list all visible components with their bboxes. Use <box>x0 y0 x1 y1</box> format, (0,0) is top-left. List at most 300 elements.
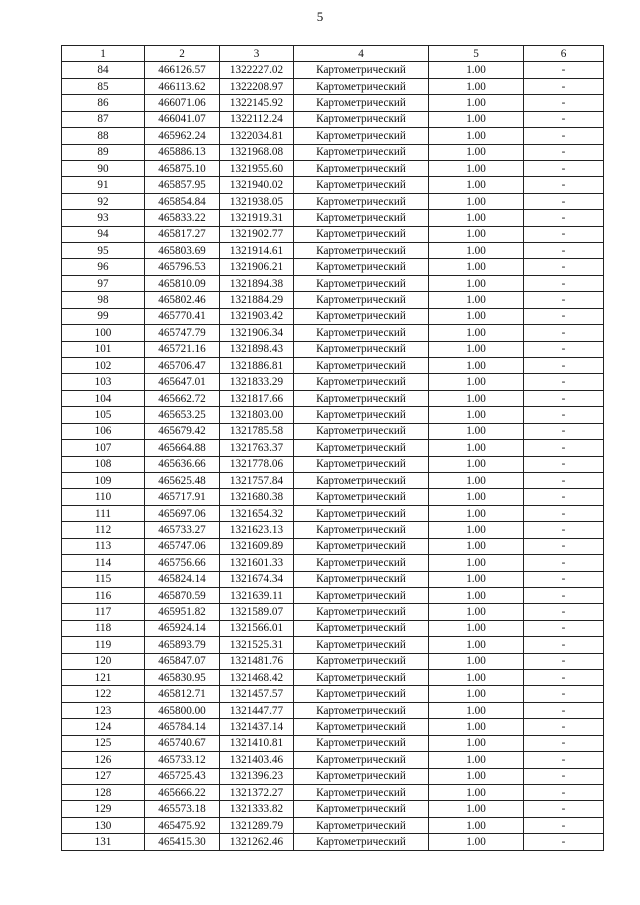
table-row <box>62 374 604 390</box>
point-number-cell: 85 <box>62 78 145 94</box>
y-coordinate-cell: 1321884.29 <box>220 292 294 308</box>
x-coordinate-cell: 465733.12 <box>145 752 220 768</box>
note-cell: - <box>524 341 604 357</box>
point-number-cell: 114 <box>62 555 145 571</box>
table-row <box>62 390 604 406</box>
accuracy-cell: 1.00 <box>429 226 524 242</box>
y-coordinate-cell: 1321674.34 <box>220 571 294 587</box>
note-cell: - <box>524 653 604 669</box>
point-number-cell: 116 <box>62 587 145 603</box>
x-coordinate-cell: 466071.06 <box>145 95 220 111</box>
note-cell: - <box>524 210 604 226</box>
y-coordinate-cell: 1321468.42 <box>220 670 294 686</box>
method-cell: Картометрический <box>294 358 429 374</box>
method-cell: Картометрический <box>294 308 429 324</box>
method-cell: Картометрический <box>294 177 429 193</box>
x-coordinate-cell: 465653.25 <box>145 407 220 423</box>
page-number: 5 <box>316 9 324 24</box>
y-coordinate-cell: 1321437.14 <box>220 719 294 735</box>
note-cell: - <box>524 308 604 324</box>
table-row <box>62 768 604 784</box>
accuracy-cell: 1.00 <box>429 456 524 472</box>
note-cell: - <box>524 735 604 751</box>
point-number-cell: 126 <box>62 752 145 768</box>
note-cell: - <box>524 62 604 78</box>
x-coordinate-cell: 466041.07 <box>145 111 220 127</box>
y-coordinate-cell: 1321403.46 <box>220 752 294 768</box>
x-coordinate-cell: 465784.14 <box>145 719 220 735</box>
y-coordinate-cell: 1321914.61 <box>220 243 294 259</box>
method-cell: Картометрический <box>294 784 429 800</box>
table-row <box>62 259 604 275</box>
x-coordinate-cell: 465733.27 <box>145 522 220 538</box>
table-row <box>62 325 604 341</box>
method-cell: Картометрический <box>294 390 429 406</box>
column-header-2: 2 <box>145 46 220 62</box>
table-row <box>62 472 604 488</box>
point-number-cell: 109 <box>62 472 145 488</box>
note-cell: - <box>524 160 604 176</box>
table-row <box>62 440 604 456</box>
method-cell: Картометрический <box>294 719 429 735</box>
note-cell: - <box>524 505 604 521</box>
x-coordinate-cell: 465886.13 <box>145 144 220 160</box>
point-number-cell: 121 <box>62 670 145 686</box>
point-number-cell: 97 <box>62 275 145 291</box>
point-number-cell: 127 <box>62 768 145 784</box>
method-cell: Картометрический <box>294 111 429 127</box>
table-row <box>62 111 604 127</box>
point-number-cell: 104 <box>62 390 145 406</box>
method-cell: Картометрический <box>294 341 429 357</box>
method-cell: Картометрический <box>294 587 429 603</box>
point-number-cell: 125 <box>62 735 145 751</box>
note-cell: - <box>524 702 604 718</box>
y-coordinate-cell: 1321898.43 <box>220 341 294 357</box>
point-number-cell: 117 <box>62 604 145 620</box>
point-number-cell: 89 <box>62 144 145 160</box>
accuracy-cell: 1.00 <box>429 243 524 259</box>
table-row <box>62 358 604 374</box>
note-cell: - <box>524 637 604 653</box>
y-coordinate-cell: 1321410.81 <box>220 735 294 751</box>
y-coordinate-cell: 1321525.31 <box>220 637 294 653</box>
y-coordinate-cell: 1321938.05 <box>220 193 294 209</box>
accuracy-cell: 1.00 <box>429 259 524 275</box>
y-coordinate-cell: 1321601.33 <box>220 555 294 571</box>
accuracy-cell: 1.00 <box>429 95 524 111</box>
table-row <box>62 243 604 259</box>
note-cell: - <box>524 440 604 456</box>
y-coordinate-cell: 1321566.01 <box>220 620 294 636</box>
x-coordinate-cell: 465951.82 <box>145 604 220 620</box>
note-cell: - <box>524 374 604 390</box>
y-coordinate-cell: 1321589.07 <box>220 604 294 620</box>
x-coordinate-cell: 465415.30 <box>145 834 220 850</box>
table-row <box>62 177 604 193</box>
note-cell: - <box>524 259 604 275</box>
y-coordinate-cell: 1321833.29 <box>220 374 294 390</box>
table-row <box>62 719 604 735</box>
point-number-cell: 123 <box>62 702 145 718</box>
method-cell: Картометрический <box>294 768 429 784</box>
note-cell: - <box>524 670 604 686</box>
method-cell: Картометрический <box>294 670 429 686</box>
note-cell: - <box>524 275 604 291</box>
note-cell: - <box>524 472 604 488</box>
method-cell: Картометрический <box>294 702 429 718</box>
method-cell: Картометрический <box>294 505 429 521</box>
method-cell: Картометрический <box>294 407 429 423</box>
accuracy-cell: 1.00 <box>429 292 524 308</box>
accuracy-cell: 1.00 <box>429 78 524 94</box>
method-cell: Картометрический <box>294 637 429 653</box>
y-coordinate-cell: 1321785.58 <box>220 423 294 439</box>
accuracy-cell: 1.00 <box>429 505 524 521</box>
x-coordinate-cell: 465747.79 <box>145 325 220 341</box>
y-coordinate-cell: 1321639.11 <box>220 587 294 603</box>
point-number-cell: 105 <box>62 407 145 423</box>
point-number-cell: 84 <box>62 62 145 78</box>
table-row <box>62 735 604 751</box>
note-cell: - <box>524 620 604 636</box>
method-cell: Картометрический <box>294 243 429 259</box>
table-row <box>62 226 604 242</box>
method-cell: Картометрический <box>294 571 429 587</box>
accuracy-cell: 1.00 <box>429 308 524 324</box>
x-coordinate-cell: 465817.27 <box>145 226 220 242</box>
x-coordinate-cell: 465893.79 <box>145 637 220 653</box>
point-number-cell: 98 <box>62 292 145 308</box>
point-number-cell: 128 <box>62 784 145 800</box>
note-cell: - <box>524 390 604 406</box>
table-row <box>62 423 604 439</box>
x-coordinate-cell: 465647.01 <box>145 374 220 390</box>
method-cell: Картометрический <box>294 193 429 209</box>
method-cell: Картометрический <box>294 78 429 94</box>
method-cell: Картометрический <box>294 735 429 751</box>
table-row <box>62 62 604 78</box>
column-header-3: 3 <box>220 46 294 62</box>
note-cell: - <box>524 177 604 193</box>
accuracy-cell: 1.00 <box>429 637 524 653</box>
note-cell: - <box>524 95 604 111</box>
x-coordinate-cell: 465875.10 <box>145 160 220 176</box>
y-coordinate-cell: 1321902.77 <box>220 226 294 242</box>
point-number-cell: 115 <box>62 571 145 587</box>
method-cell: Картометрический <box>294 555 429 571</box>
method-cell: Картометрический <box>294 801 429 817</box>
point-number-cell: 131 <box>62 834 145 850</box>
accuracy-cell: 1.00 <box>429 768 524 784</box>
point-number-cell: 124 <box>62 719 145 735</box>
note-cell: - <box>524 817 604 833</box>
method-cell: Картометрический <box>294 325 429 341</box>
x-coordinate-cell: 465664.88 <box>145 440 220 456</box>
accuracy-cell: 1.00 <box>429 325 524 341</box>
method-cell: Картометрический <box>294 259 429 275</box>
x-coordinate-cell: 465812.71 <box>145 686 220 702</box>
x-coordinate-cell: 465662.72 <box>145 390 220 406</box>
accuracy-cell: 1.00 <box>429 358 524 374</box>
x-coordinate-cell: 465747.06 <box>145 538 220 554</box>
note-cell: - <box>524 407 604 423</box>
y-coordinate-cell: 1321447.77 <box>220 702 294 718</box>
y-coordinate-cell: 1321333.82 <box>220 801 294 817</box>
x-coordinate-cell: 465756.66 <box>145 555 220 571</box>
y-coordinate-cell: 1321262.46 <box>220 834 294 850</box>
table-row <box>62 308 604 324</box>
note-cell: - <box>524 226 604 242</box>
column-header-6: 6 <box>524 46 604 62</box>
table-row <box>62 128 604 144</box>
accuracy-cell: 1.00 <box>429 735 524 751</box>
accuracy-cell: 1.00 <box>429 620 524 636</box>
x-coordinate-cell: 465800.00 <box>145 702 220 718</box>
point-number-cell: 88 <box>62 128 145 144</box>
table-row <box>62 587 604 603</box>
x-coordinate-cell: 465830.95 <box>145 670 220 686</box>
note-cell: - <box>524 456 604 472</box>
accuracy-cell: 1.00 <box>429 407 524 423</box>
method-cell: Картометрический <box>294 604 429 620</box>
note-cell: - <box>524 243 604 259</box>
y-coordinate-cell: 1321289.79 <box>220 817 294 833</box>
point-number-cell: 93 <box>62 210 145 226</box>
x-coordinate-cell: 465770.41 <box>145 308 220 324</box>
table-row <box>62 522 604 538</box>
accuracy-cell: 1.00 <box>429 472 524 488</box>
accuracy-cell: 1.00 <box>429 128 524 144</box>
point-number-cell: 129 <box>62 801 145 817</box>
point-number-cell: 87 <box>62 111 145 127</box>
x-coordinate-cell: 465625.48 <box>145 472 220 488</box>
point-number-cell: 113 <box>62 538 145 554</box>
x-coordinate-cell: 465721.16 <box>145 341 220 357</box>
method-cell: Картометрический <box>294 62 429 78</box>
table-row <box>62 456 604 472</box>
accuracy-cell: 1.00 <box>429 686 524 702</box>
note-cell: - <box>524 719 604 735</box>
point-number-cell: 99 <box>62 308 145 324</box>
note-cell: - <box>524 78 604 94</box>
method-cell: Картометрический <box>294 160 429 176</box>
accuracy-cell: 1.00 <box>429 341 524 357</box>
accuracy-cell: 1.00 <box>429 702 524 718</box>
point-number-cell: 94 <box>62 226 145 242</box>
accuracy-cell: 1.00 <box>429 210 524 226</box>
note-cell: - <box>524 111 604 127</box>
point-number-cell: 103 <box>62 374 145 390</box>
table-row <box>62 275 604 291</box>
note-cell: - <box>524 752 604 768</box>
y-coordinate-cell: 1321778.06 <box>220 456 294 472</box>
x-coordinate-cell: 465475.92 <box>145 817 220 833</box>
y-coordinate-cell: 1321919.31 <box>220 210 294 226</box>
y-coordinate-cell: 1321372.27 <box>220 784 294 800</box>
y-coordinate-cell: 1321955.60 <box>220 160 294 176</box>
table-row <box>62 653 604 669</box>
method-cell: Картометрический <box>294 226 429 242</box>
method-cell: Картометрический <box>294 144 429 160</box>
table-row <box>62 95 604 111</box>
accuracy-cell: 1.00 <box>429 538 524 554</box>
note-cell: - <box>524 555 604 571</box>
y-coordinate-cell: 1321457.57 <box>220 686 294 702</box>
y-coordinate-cell: 1321654.32 <box>220 505 294 521</box>
table-header-row <box>62 46 604 62</box>
point-number-cell: 106 <box>62 423 145 439</box>
table-row <box>62 817 604 833</box>
y-coordinate-cell: 1322112.24 <box>220 111 294 127</box>
method-cell: Картометрический <box>294 834 429 850</box>
method-cell: Картометрический <box>294 128 429 144</box>
method-cell: Картометрический <box>294 456 429 472</box>
table-row <box>62 193 604 209</box>
y-coordinate-cell: 1321817.66 <box>220 390 294 406</box>
method-cell: Картометрический <box>294 489 429 505</box>
table-row <box>62 571 604 587</box>
accuracy-cell: 1.00 <box>429 160 524 176</box>
accuracy-cell: 1.00 <box>429 752 524 768</box>
column-header-5: 5 <box>429 46 524 62</box>
table-row <box>62 801 604 817</box>
method-cell: Картометрический <box>294 686 429 702</box>
y-coordinate-cell: 1321886.81 <box>220 358 294 374</box>
table-row <box>62 144 604 160</box>
x-coordinate-cell: 465740.67 <box>145 735 220 751</box>
accuracy-cell: 1.00 <box>429 817 524 833</box>
table-row <box>62 752 604 768</box>
y-coordinate-cell: 1322145.92 <box>220 95 294 111</box>
x-coordinate-cell: 465803.69 <box>145 243 220 259</box>
point-number-cell: 101 <box>62 341 145 357</box>
point-number-cell: 96 <box>62 259 145 275</box>
y-coordinate-cell: 1321894.38 <box>220 275 294 291</box>
method-cell: Картометрический <box>294 752 429 768</box>
table-row <box>62 555 604 571</box>
accuracy-cell: 1.00 <box>429 834 524 850</box>
point-number-cell: 91 <box>62 177 145 193</box>
point-number-cell: 130 <box>62 817 145 833</box>
table-body <box>62 62 604 850</box>
note-cell: - <box>524 768 604 784</box>
y-coordinate-cell: 1321763.37 <box>220 440 294 456</box>
point-number-cell: 108 <box>62 456 145 472</box>
point-number-cell: 95 <box>62 243 145 259</box>
x-coordinate-cell: 465717.91 <box>145 489 220 505</box>
column-header-1: 1 <box>62 46 145 62</box>
table-row <box>62 160 604 176</box>
y-coordinate-cell: 1321609.89 <box>220 538 294 554</box>
point-number-cell: 92 <box>62 193 145 209</box>
accuracy-cell: 1.00 <box>429 801 524 817</box>
table-row <box>62 505 604 521</box>
y-coordinate-cell: 1321757.84 <box>220 472 294 488</box>
point-number-cell: 100 <box>62 325 145 341</box>
note-cell: - <box>524 489 604 505</box>
note-cell: - <box>524 587 604 603</box>
note-cell: - <box>524 834 604 850</box>
y-coordinate-cell: 1322208.97 <box>220 78 294 94</box>
x-coordinate-cell: 465824.14 <box>145 571 220 587</box>
method-cell: Картометрический <box>294 522 429 538</box>
coordinates-table <box>61 45 604 851</box>
accuracy-cell: 1.00 <box>429 653 524 669</box>
method-cell: Картометрический <box>294 275 429 291</box>
note-cell: - <box>524 604 604 620</box>
x-coordinate-cell: 465847.07 <box>145 653 220 669</box>
note-cell: - <box>524 193 604 209</box>
note-cell: - <box>524 571 604 587</box>
point-number-cell: 90 <box>62 160 145 176</box>
y-coordinate-cell: 1321680.38 <box>220 489 294 505</box>
table-row <box>62 210 604 226</box>
accuracy-cell: 1.00 <box>429 784 524 800</box>
y-coordinate-cell: 1321903.42 <box>220 308 294 324</box>
y-coordinate-cell: 1321623.13 <box>220 522 294 538</box>
table-row <box>62 407 604 423</box>
note-cell: - <box>524 784 604 800</box>
x-coordinate-cell: 465962.24 <box>145 128 220 144</box>
table-row <box>62 686 604 702</box>
x-coordinate-cell: 465706.47 <box>145 358 220 374</box>
accuracy-cell: 1.00 <box>429 522 524 538</box>
y-coordinate-cell: 1322227.02 <box>220 62 294 78</box>
table-row <box>62 834 604 850</box>
accuracy-cell: 1.00 <box>429 390 524 406</box>
note-cell: - <box>524 128 604 144</box>
y-coordinate-cell: 1321940.02 <box>220 177 294 193</box>
method-cell: Картометрический <box>294 817 429 833</box>
accuracy-cell: 1.00 <box>429 275 524 291</box>
accuracy-cell: 1.00 <box>429 587 524 603</box>
note-cell: - <box>524 325 604 341</box>
table-row <box>62 784 604 800</box>
table-row <box>62 489 604 505</box>
table-row <box>62 604 604 620</box>
point-number-cell: 110 <box>62 489 145 505</box>
accuracy-cell: 1.00 <box>429 62 524 78</box>
note-cell: - <box>524 144 604 160</box>
y-coordinate-cell: 1321906.21 <box>220 259 294 275</box>
method-cell: Картометрический <box>294 538 429 554</box>
y-coordinate-cell: 1321396.23 <box>220 768 294 784</box>
method-cell: Картометрический <box>294 440 429 456</box>
accuracy-cell: 1.00 <box>429 193 524 209</box>
x-coordinate-cell: 465573.18 <box>145 801 220 817</box>
x-coordinate-cell: 465636.66 <box>145 456 220 472</box>
accuracy-cell: 1.00 <box>429 423 524 439</box>
note-cell: - <box>524 538 604 554</box>
note-cell: - <box>524 686 604 702</box>
point-number-cell: 120 <box>62 653 145 669</box>
accuracy-cell: 1.00 <box>429 177 524 193</box>
table-row <box>62 620 604 636</box>
accuracy-cell: 1.00 <box>429 670 524 686</box>
table-row <box>62 292 604 308</box>
accuracy-cell: 1.00 <box>429 111 524 127</box>
x-coordinate-cell: 465796.53 <box>145 259 220 275</box>
note-cell: - <box>524 801 604 817</box>
y-coordinate-cell: 1322034.81 <box>220 128 294 144</box>
x-coordinate-cell: 465802.46 <box>145 292 220 308</box>
accuracy-cell: 1.00 <box>429 440 524 456</box>
y-coordinate-cell: 1321481.76 <box>220 653 294 669</box>
x-coordinate-cell: 465697.06 <box>145 505 220 521</box>
accuracy-cell: 1.00 <box>429 555 524 571</box>
x-coordinate-cell: 465679.42 <box>145 423 220 439</box>
